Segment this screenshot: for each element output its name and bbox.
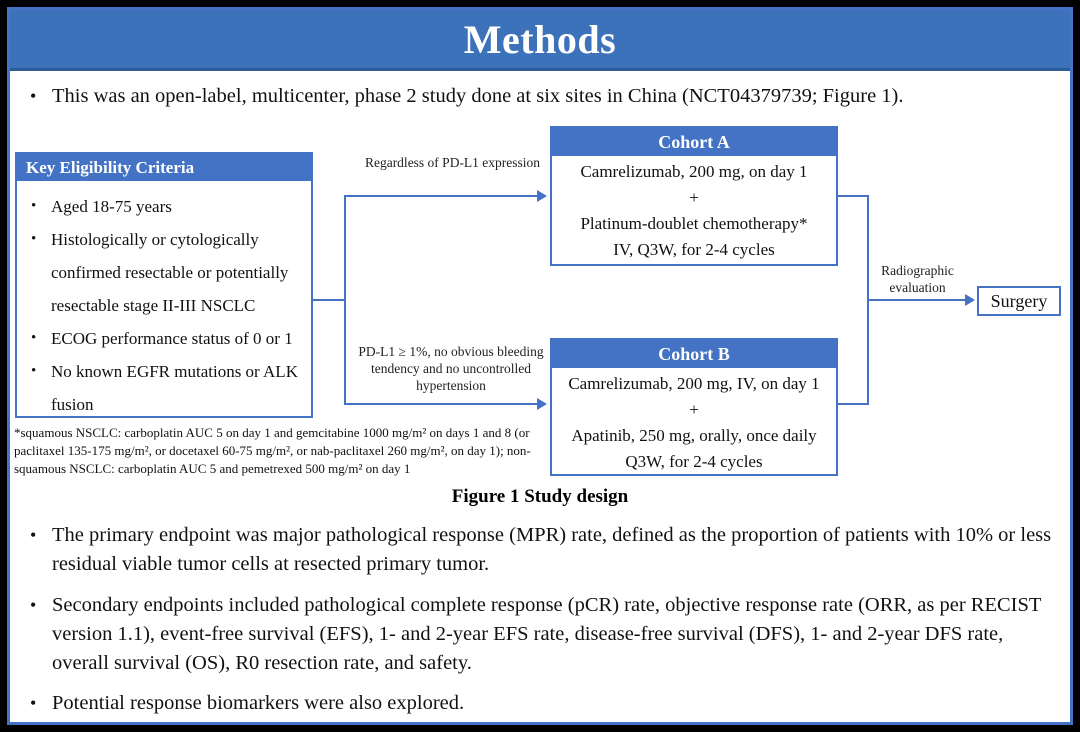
title-banner — [10, 10, 1070, 71]
cohort-b-box — [550, 338, 838, 476]
eligibility-item: • ECOG performance status of 0 or 1 — [25, 322, 305, 355]
cohort-a-line: + — [689, 188, 699, 207]
primary-endpoint-bullet: • The primary endpoint was major pathological response (MPR) rate, defined as the proportion of patients with 10% or less residual viable tumor cells at resected primary tumor. — [20, 521, 1056, 579]
surgery-box: Surgery — [977, 286, 1061, 316]
connector-line — [838, 403, 868, 405]
cohort-a-body — [552, 156, 836, 263]
cohort-a-line: Platinum-doublet chemotherapy* — [580, 214, 808, 233]
cohort-b-line: Apatinib, 250 mg, orally, once daily — [571, 426, 817, 445]
eligibility-item: • No known EGFR mutations or ALK fusion — [25, 355, 305, 421]
eligibility-box — [15, 152, 313, 418]
connector-line — [344, 195, 346, 405]
cohort-a-line: Camrelizumab, 200 mg, on day 1 — [580, 162, 808, 181]
cohort-a-line: IV, Q3W, for 2-4 cycles — [613, 240, 775, 259]
eligibility-item: • Histologically or cytologically confirmed resectable or potentially resectable stage II-III NSCLC — [25, 223, 305, 322]
arrowhead-icon — [537, 190, 547, 202]
evaluation-label: Radiographic evaluation — [881, 263, 954, 295]
eligibility-item: • Aged 18-75 years — [25, 190, 305, 223]
cohort-b-body — [552, 368, 836, 475]
figure-caption: Figure 1 Study design — [451, 486, 629, 507]
eligibility-list — [17, 181, 311, 421]
page-title: Methods — [463, 16, 617, 62]
cohort-b-line: Camrelizumab, 200 mg, IV, on day 1 — [568, 374, 820, 393]
connector-line — [838, 195, 868, 197]
cohort-b-header: Cohort B — [552, 340, 836, 368]
connector-line — [311, 299, 345, 301]
connector-line — [344, 403, 538, 405]
slide — [7, 7, 1073, 725]
cohort-b-line: Q3W, for 2-4 cycles — [625, 452, 763, 471]
intro-bullet: • This was an open-label, multicenter, phase 2 study done at six sites in China (NCT04379739; Figure 1). — [20, 82, 1056, 111]
connector-line — [867, 299, 966, 301]
cohort-a-header: Cohort A — [552, 128, 836, 156]
arrowhead-icon — [537, 398, 547, 410]
chemo-footnote: *squamous NSCLC: carboplatin AUC 5 on day 1 and gemcitabine 1000 mg/m² on days 1 and 8 (or paclitaxel 135-175 mg/m², or docetaxel 60-75 mg/m², or nab-paclitaxel 260 mg/m², on day 1); non-squamous NSCLC: carboplatin AUC 5 and pemetrexed 500 mg/m² on day 1 — [14, 425, 531, 476]
biomarkers-bullet: • Potential response biomarkers were also explored. — [20, 689, 1056, 718]
eligibility-header: Key Eligibility Criteria — [17, 154, 311, 181]
branch-label-bottom: PD-L1 ≥ 1%, no obvious bleeding tendency and no uncontrolled hypertension — [358, 344, 544, 393]
cohort-a-box — [550, 126, 838, 266]
branch-label-top: Regardless of PD-L1 expression — [364, 155, 541, 170]
secondary-endpoint-bullet: • Secondary endpoints included pathological complete response (pCR) rate, objective response rate (ORR, as per RECIST version 1.1), event-free survival (EFS), 1- and 2-year EFS rate, disease-free survival (DFS), 1- and 2-year DFS rate, overall survival (OS), R0 resection rate, and safety. — [20, 591, 1056, 678]
cohort-b-line: + — [689, 400, 699, 419]
connector-line — [344, 195, 538, 197]
